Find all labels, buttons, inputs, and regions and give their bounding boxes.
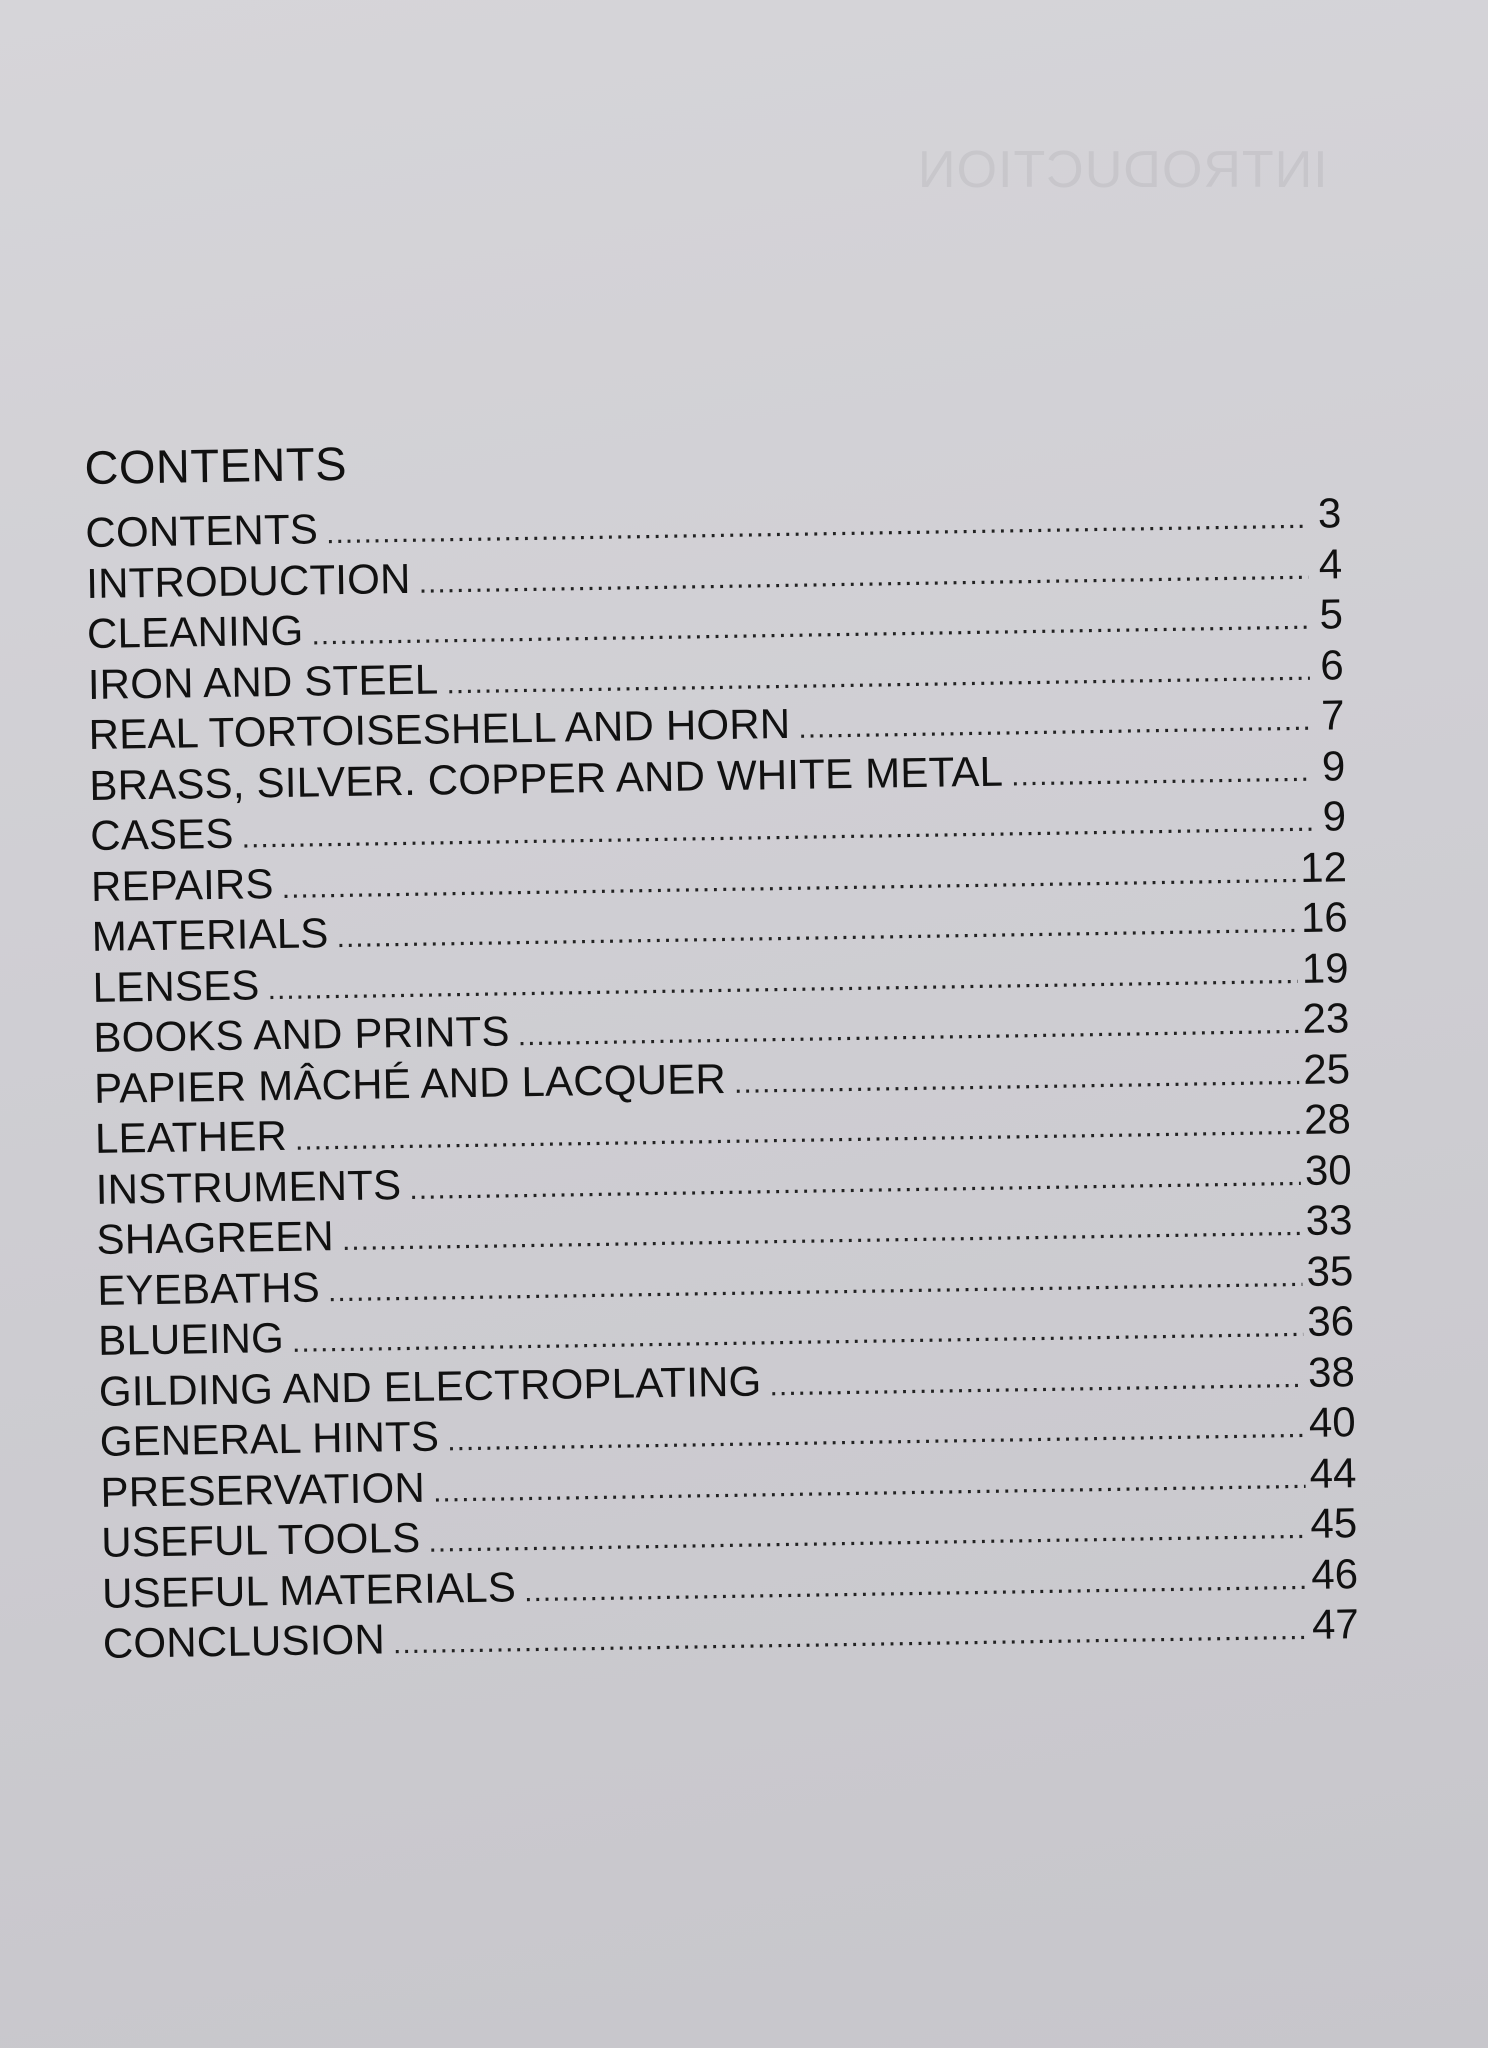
page-title: CONTENTS: [84, 436, 348, 494]
toc-entry-page-number: 47: [1311, 1600, 1360, 1648]
toc-entry-page-number: 23: [1302, 994, 1350, 1042]
toc-entry-label: EYEBATHS: [96, 1262, 321, 1314]
toc-list: [85, 488, 1359, 1669]
dot-leader: [734, 1049, 1300, 1108]
toc-entry-page-number: 45: [1310, 1499, 1358, 1547]
toc-entry-page-number: 9: [1321, 741, 1346, 790]
toc-entry-page-number: 9: [1322, 792, 1347, 840]
toc-entry-label: IRON AND STEEL: [87, 654, 439, 708]
toc-entry-page-number: 4: [1318, 539, 1343, 588]
toc-entry-page-number: 3: [1317, 489, 1342, 537]
toc-entry-label: BLUEING: [97, 1313, 285, 1364]
toc-entry-page-number: 28: [1303, 1095, 1352, 1143]
toc-entry-label: MATERIALS: [91, 909, 329, 960]
toc-entry-label: BOOKS AND PRINTS: [93, 1007, 510, 1061]
toc-entry-page-number: 25: [1302, 1044, 1351, 1093]
toc-entry-label: USEFUL MATERIALS: [101, 1562, 517, 1617]
toc-entry-label: SHAGREEN: [96, 1212, 335, 1263]
toc-entry-label: INSTRUMENTS: [95, 1160, 402, 1213]
toc-entry-label: PAPIER MÂCHÉ AND LACQUER: [93, 1054, 727, 1112]
toc-entry-label: USEFUL TOOLS: [100, 1513, 421, 1566]
toc-entry-label: LEATHER: [94, 1111, 288, 1162]
toc-entry-label: BRASS, SILVER. COPPER AND WHITE METAL: [89, 747, 1004, 809]
toc-entry-page-number: 33: [1305, 1196, 1353, 1244]
toc-entry-label: INTRODUCTION: [85, 554, 411, 607]
toc-entry-page-number: 40: [1308, 1398, 1356, 1446]
toc-entry-label: REAL TORTOISESHELL AND HORN: [88, 699, 791, 758]
toc-entry-page-number: 6: [1319, 640, 1345, 689]
toc-entry-label: LENSES: [92, 960, 260, 1011]
toc-entry-page-number: 38: [1307, 1347, 1356, 1396]
toc-entry-page-number: 36: [1306, 1297, 1355, 1345]
toc-entry-label: REPAIRS: [90, 859, 275, 910]
toc-entry-page-number: 12: [1299, 842, 1348, 891]
toc-entry-page-number: 16: [1300, 893, 1349, 941]
toc-entry-label: CLEANING: [86, 606, 304, 657]
bleed-through-text: INTRODUCTION: [917, 141, 1328, 199]
toc-entry-label: GENERAL HINTS: [99, 1412, 440, 1465]
toc-entry-page-number: 19: [1301, 943, 1349, 992]
toc-entry-label: CASES: [89, 809, 234, 859]
toc-entry-page-number: 46: [1310, 1549, 1359, 1598]
toc-entry-page-number: 7: [1320, 691, 1345, 739]
dot-leader: [1011, 746, 1312, 801]
dot-leader: [769, 1352, 1304, 1410]
toc-entry-label: CONCLUSION: [102, 1615, 386, 1667]
toc-entry-page-number: 35: [1306, 1246, 1354, 1295]
toc-entry-page-number: 30: [1304, 1145, 1352, 1194]
toc-entry-page-number: 5: [1319, 590, 1344, 638]
toc-entry-label: CONTENTS: [85, 505, 319, 556]
toc-entry-label: PRESERVATION: [100, 1463, 426, 1516]
toc-entry-label: GILDING AND ELECTROPLATING: [98, 1356, 762, 1415]
toc-entry-page-number: 44: [1309, 1448, 1357, 1497]
table-of-contents: [84, 420, 1359, 1669]
dot-leader: [798, 696, 1311, 754]
